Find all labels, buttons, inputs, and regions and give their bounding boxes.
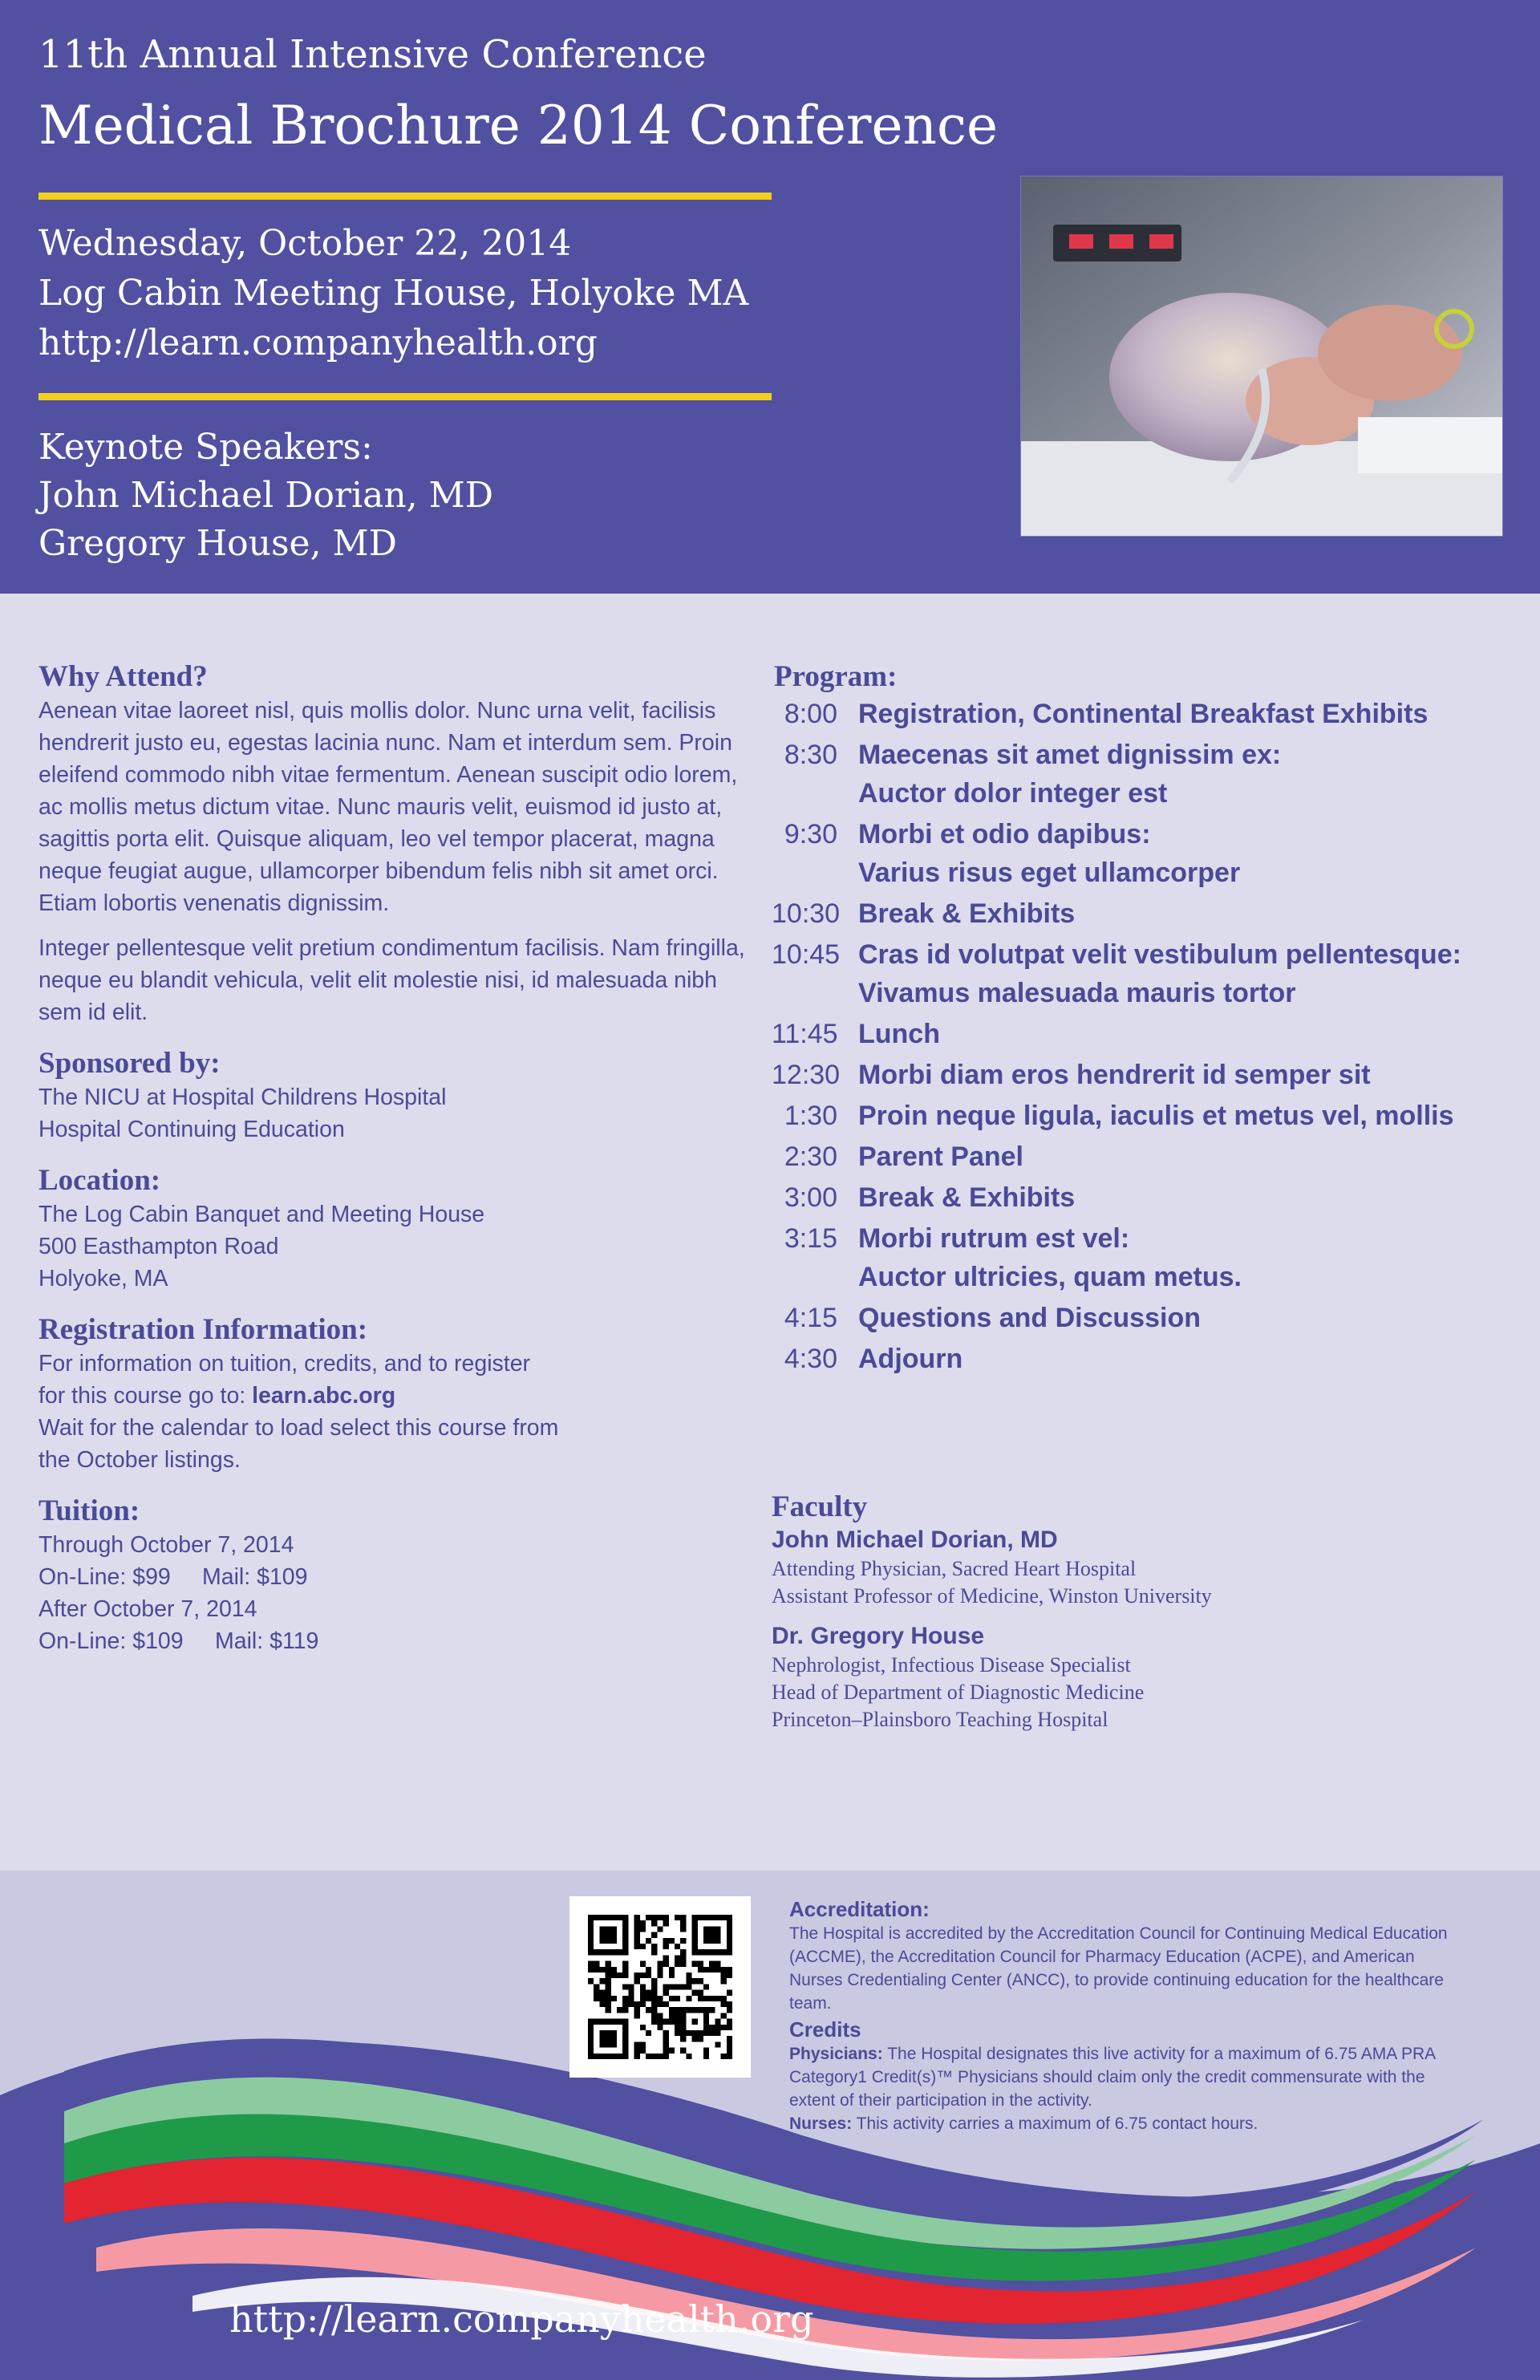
- program-title: Adjourn: [858, 1344, 963, 1374]
- program-title: Proin neque ligula, iaculis et metus vel, mollis: [858, 1101, 1454, 1131]
- program-item: [772, 1097, 1510, 1135]
- program-time: 11:45: [772, 1019, 838, 1049]
- program-item: [772, 1299, 1510, 1337]
- faculty-title-line: Attending Physician, Sacred Heart Hospital: [772, 1557, 1137, 1580]
- program-item: [772, 1219, 1510, 1296]
- program-title: Morbi et odio dapibus: Varius risus eget ullamcorper: [858, 819, 1241, 888]
- program-time: 8:00: [784, 699, 837, 729]
- faculty-heading: Faculty: [772, 1490, 868, 1523]
- sponsored-heading: Sponsored by:: [38, 1047, 221, 1080]
- registration-line-2: [38, 1380, 752, 1412]
- program-title: Parent Panel: [858, 1141, 1023, 1172]
- program-title: Maecenas sit amet dignissim ex: Auctor dolor integer est: [858, 740, 1282, 809]
- why-attend-heading: Why Attend?: [38, 660, 208, 693]
- faculty-title-line: Assistant Professor of Medicine, Winston University: [772, 1584, 1212, 1608]
- tuition-online-price: On-Line: $109: [38, 1628, 184, 1654]
- program-item: [772, 1015, 1510, 1053]
- program-item: [772, 894, 1510, 933]
- physicians-label: Physicians:: [789, 2045, 883, 2063]
- faculty-title-line: Princeton–Plainsboro Teaching Hospital: [772, 1708, 1108, 1731]
- nicu-baby-photo: [1020, 176, 1503, 537]
- event-url-link[interactable]: http://learn.companyhealth.org: [38, 322, 598, 363]
- keynote-speaker-2: Gregory House, MD: [38, 523, 397, 564]
- program-title: Morbi diam eros hendrerit id semper sit: [858, 1060, 1371, 1090]
- program-item: [772, 1137, 1510, 1176]
- tuition-after-label: After October 7, 2014: [38, 1596, 257, 1622]
- footer-url-link[interactable]: http://learn.companyhealth.org: [229, 2297, 814, 2341]
- registration-line-3: Wait for the calendar to load select this course from: [38, 1415, 559, 1441]
- registration-prefix: for this course go to:: [38, 1383, 253, 1409]
- footer: [0, 1871, 1540, 2380]
- header-banner: [0, 0, 1540, 594]
- event-venue: Log Cabin Meeting House, Holyoke MA: [38, 273, 749, 314]
- program-title: Cras id volutpat velit vestibulum pellentesque: Vivamus malesuada mauris tortor: [858, 939, 1461, 1008]
- program-heading: Program:: [774, 660, 898, 693]
- program-item: [772, 695, 1510, 733]
- program-item: [772, 935, 1510, 1012]
- keynote-speaker-1: John Michael Dorian, MD: [38, 475, 493, 516]
- registration-heading: Registration Information:: [38, 1313, 368, 1346]
- program-item: [772, 1340, 1510, 1378]
- physicians-credit: [789, 2042, 1463, 2112]
- tuition-heading: Tuition:: [38, 1494, 140, 1527]
- accreditation-text: The Hospital is accredited by the Accreditation Council for Continuing Medical Education (ACCME), the Accreditation Council for Pharmacy Education (ACPE), and American Nurses Credentialing Center (ANCC), to provide continuing education for the healthcare team.: [789, 1924, 1448, 2013]
- program-title: Break & Exhibits: [858, 898, 1076, 929]
- program-time: 8:30: [784, 740, 837, 770]
- program-title: Break & Exhibits: [858, 1182, 1076, 1213]
- program-time: 12:30: [772, 1060, 841, 1090]
- sponsor-line: The NICU at Hospital Childrens Hospital: [38, 1085, 447, 1110]
- tuition-before-prices: [38, 1561, 752, 1593]
- tuition-online-price: On-Line: $99: [38, 1564, 171, 1590]
- tuition-before-label: Through October 7, 2014: [38, 1532, 294, 1558]
- keynote-heading: Keynote Speakers:: [38, 427, 373, 468]
- tuition-mail-price: Mail: $109: [202, 1564, 308, 1590]
- program-title: Lunch: [858, 1019, 940, 1049]
- program-time: 9:30: [784, 819, 837, 849]
- program-item: [772, 1178, 1510, 1217]
- nurses-label: Nurses:: [789, 2114, 853, 2133]
- physicians-text: The Hospital designates this live activity for a maximum of 6.75 AMA PRA Category1 Credit(s)™ Physicians should claim only the credit commensurate with the extent of their participation in the activity.: [789, 2045, 1435, 2110]
- program-list: [772, 695, 1510, 1381]
- left-column: [38, 659, 752, 1657]
- faculty-title-line: Head of Department of Diagnostic Medicine: [772, 1681, 1145, 1704]
- credits-heading: Credits: [789, 2017, 861, 2041]
- program-time: 10:45: [772, 939, 841, 970]
- qr-code[interactable]: [569, 1896, 751, 2078]
- location-line: 500 Easthampton Road: [38, 1234, 279, 1259]
- qr-code-pattern: [588, 1915, 732, 2059]
- yellow-divider-top: [38, 193, 772, 200]
- program-title: Morbi rutrum est vel: Auctor ultricies, quam metus.: [858, 1223, 1242, 1292]
- location-heading: Location:: [38, 1164, 161, 1197]
- location-line: The Log Cabin Banquet and Meeting House: [38, 1202, 485, 1227]
- why-attend-paragraph-2: Integer pellentesque velit pretium condimentum facilisis. Nam fringilla, neque eu blandit vehicula, velit elit molestie nisi, id malesuada nibh sem id elit.: [38, 935, 745, 1025]
- faculty-name: Dr. Gregory House: [772, 1623, 985, 1649]
- accreditation-block: [789, 1896, 1463, 2135]
- program-item: [772, 1056, 1510, 1094]
- program-time: 2:30: [784, 1141, 837, 1172]
- location-line: Holyoke, MA: [38, 1266, 168, 1291]
- tuition-after-prices: [38, 1625, 752, 1657]
- registration-line-1: For information on tuition, credits, and to register: [38, 1351, 531, 1377]
- registration-line-4: the October listings.: [38, 1447, 241, 1473]
- sponsor-line: Hospital Continuing Education: [38, 1117, 345, 1142]
- program-time: 1:30: [784, 1101, 837, 1131]
- faculty-title-line: Nephrologist, Infectious Disease Specialist: [772, 1653, 1131, 1677]
- nurses-credit: [789, 2112, 1463, 2135]
- program-time: 10:30: [772, 898, 841, 929]
- program-title: Questions and Discussion: [858, 1303, 1201, 1333]
- why-attend-paragraph-1: Aenean vitae laoreet nisl, quis mollis dolor. Nunc urna velit, facilisis hendrerit justo eu, egestas lacinia nunc. Nam et interdum sem. Proin eleifend commodo nibh vitae fermentum. Aenean suscipit odio lorem, ac mollis metus dictum vitae. Nunc mauris velit, euismod id justo at, sagittis porta elit. Quisque aliquam, leo vel tempor placerat, magna neque feugiat augue, ullamcorper bibendum felis nibh sit amet orci. Etiam lobortis venenatis dignissim.: [38, 698, 738, 916]
- event-date: Wednesday, October 22, 2014: [38, 223, 572, 264]
- program-time: 4:30: [784, 1344, 837, 1374]
- registration-link[interactable]: learn.abc.org: [252, 1383, 396, 1409]
- program-time: 4:15: [784, 1303, 837, 1333]
- program-title: Registration, Continental Breakfast Exhibits: [858, 699, 1429, 729]
- right-column: [772, 659, 1510, 1733]
- faculty-name: John Michael Dorian, MD: [772, 1527, 1058, 1553]
- program-item: [772, 815, 1510, 892]
- tuition-mail-price: Mail: $119: [215, 1628, 319, 1654]
- accreditation-heading: Accreditation:: [789, 1897, 930, 1921]
- program-time: 3:00: [784, 1182, 837, 1213]
- nurses-text: This activity carries a maximum of 6.75 contact hours.: [852, 2114, 1258, 2133]
- program-time: 3:15: [784, 1223, 837, 1254]
- program-item: [772, 736, 1510, 813]
- conference-title: Medical Brochure 2014 Conference: [38, 95, 999, 156]
- conference-subtitle: 11th Annual Intensive Conference: [38, 32, 707, 77]
- yellow-divider-bottom: [38, 393, 772, 400]
